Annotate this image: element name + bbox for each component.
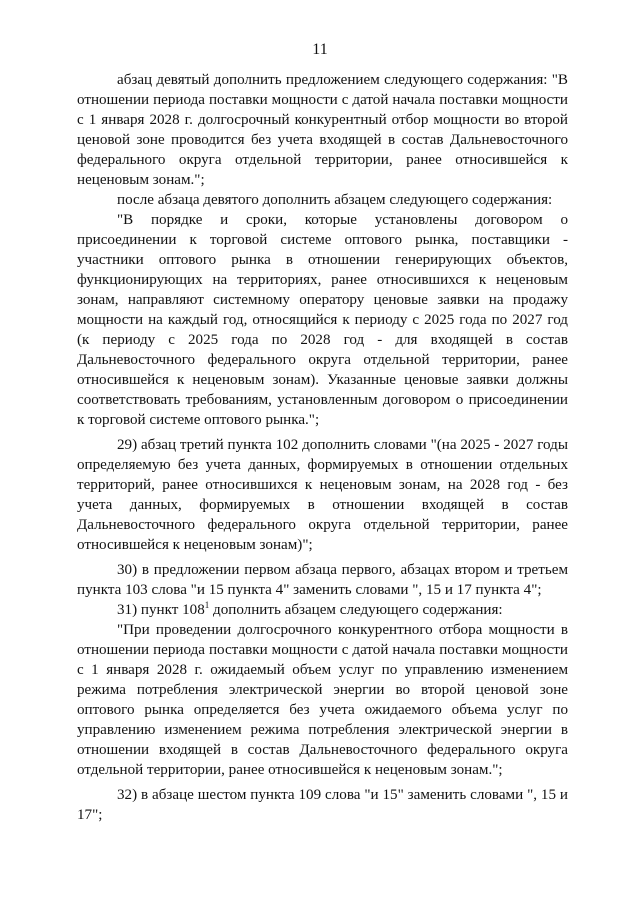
paragraph-item-32: 32) в абзаце шестом пункта 109 слова "и 15" заменить словами ", 15 и 17"; [77,787,568,823]
item-31-superscript: 1 [204,600,210,610]
item-31-text-end: дополнить абзацем следующего содержания: [209,602,503,618]
paragraph-ninth-amendment: абзац девятый дополнить предложением следующего содержания: "В отношении периода поставки мощности с датой начала поставки мощности с 1 января 2028 г. долгосрочный конкурентный отбор мощности во второй ценовой зоне проводится без учета входящей в состав Дальневосточного федерального округа отдельной территории, ранее относившейся к неценовым зонам."; [77,72,568,188]
paragraph-item-29: 29) абзац третий пункта 102 дополнить словами "(на 2025 - 2027 годы определяемую без учета данных, формируемых в отношении отдельных территорий, ранее относившихся к неценовым зонам, на 2028 год - без учета данных, формируемых в отношении входящей в состав Дальневосточного федерального округа отдельной территории, ранее относившейся к неценовым зонам)"; [77,437,568,553]
paragraph-item-30: 30) в предложении первом абзаца первого, абзацах втором и третьем пункта 103 слова "и 15 пункта 4" заменить словами ", 15 и 17 пункта 4"; [77,562,568,598]
page-number: 11 [312,41,328,58]
paragraph-quoted-demand-response: "При проведении долгосрочного конкурентного отбора мощности в отношении периода поставки мощности с датой начала поставки мощности с 1 января 2028 г. ожидаемый объем услуг по управлению изменением режима потребления электрической энергии во второй ценовой зоне оптового рынка определяется без учета ожидаемого объема услуг по управлению изменением режима потребления электрической энергии в отношении входящей в состав Дальневосточного федерального округа отдельной территории, ранее относившейся к неценовым зонам."; [77,622,568,778]
paragraph-quoted-price-bids: "В порядке и сроки, которые установлены договором о присоединении к торговой системе оптового рынка, поставщики - участники оптового рынка в отношении генерирующих объектов, функционирующих на территориях, ранее относившихся к неценовым зонам, направляют системному оператору ценовые заявки на продажу мощности на каждый год, относящийся к периоду с 2025 года по 2027 год (к периоду с 2025 года по 2028 год - для входящей в состав Дальневосточного федерального округа отдельной территории, ранее относившейся к неценовым зонам). Указанные ценовые заявки должны соответствовать требованиям, установленным договором о присоединении к торговой системе оптового рынка."; [77,212,568,428]
document-body [77,70,568,825]
paragraph-item-31 [77,600,568,620]
paragraph-insert-after-ninth: после абзаца девятого дополнить абзацем следующего содержания: [117,192,553,208]
item-31-text-start: 31) пункт 108 [117,602,205,618]
